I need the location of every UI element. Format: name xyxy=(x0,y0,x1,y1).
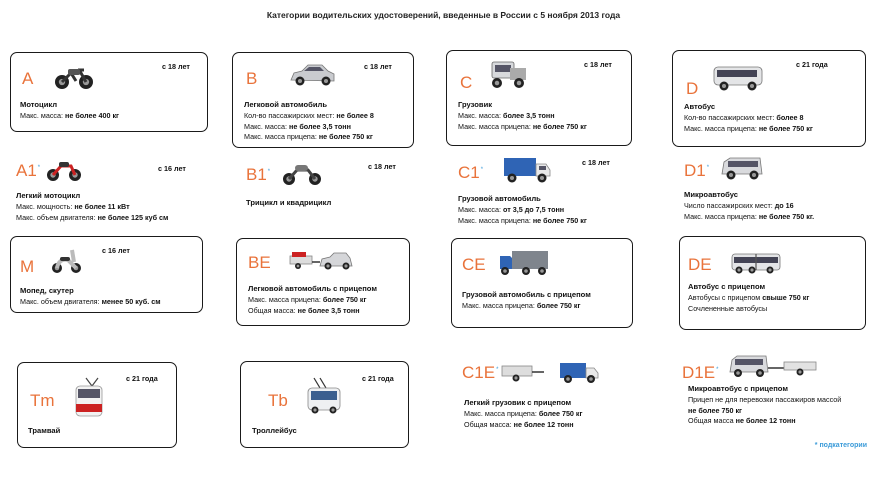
age-requirement: с 18 лет xyxy=(582,158,610,167)
requirement-value: менее 50 куб. см xyxy=(101,297,161,306)
requirement-line xyxy=(684,212,814,221)
requirement-label: Число пассажирских мест: xyxy=(684,201,775,210)
car-trailer-icon xyxy=(288,250,354,277)
requirement-value: более 750 кг xyxy=(322,295,367,304)
category-code: D xyxy=(686,79,699,98)
requirement-label: Макс. масса прицепа: xyxy=(458,215,533,225)
requirement-value: более 750 кг xyxy=(536,301,581,310)
requirement-value: более 3,5 тонн xyxy=(503,111,555,120)
vehicle-name: Легковой автомобиль с прицепом xyxy=(248,284,377,293)
category-code: CE xyxy=(462,255,486,274)
age-requirement: с 18 лет xyxy=(364,62,392,71)
age-requirement: с 21 года xyxy=(126,374,158,383)
vehicle-name: Грузовой автомобиль xyxy=(458,194,541,203)
requirement-line xyxy=(458,205,564,214)
requirement-line xyxy=(458,122,587,131)
subcategory-mark: * xyxy=(267,169,271,175)
category-letter xyxy=(248,254,271,271)
vehicle-name: Микроавтобус с прицепом xyxy=(688,384,788,393)
category-letter xyxy=(682,364,718,381)
requirement-line xyxy=(458,111,555,120)
requirement-line xyxy=(688,406,742,415)
subcategory-mark: * xyxy=(37,165,41,171)
requirement-line xyxy=(20,111,119,120)
requirement-line xyxy=(688,395,841,404)
requirement-label: Макс. масса прицепа: xyxy=(248,295,323,304)
subcategory-mark: * xyxy=(716,367,719,373)
requirement-line xyxy=(688,416,796,425)
requirement-value: не более 12 тонн xyxy=(513,419,574,429)
requirement-value: не более 750 кг xyxy=(318,132,373,141)
requirement-value: не более 750 кг xyxy=(688,405,743,415)
footnote xyxy=(815,442,867,449)
subcategory-mark: * xyxy=(496,367,499,373)
requirement-label: Макс. масса прицепа: xyxy=(684,211,759,221)
requirement-line xyxy=(244,132,373,141)
requirement-line xyxy=(244,111,374,120)
light-truck-trailer-icon xyxy=(500,360,600,391)
category-letter xyxy=(460,74,472,91)
requirement-label: Макс. масса прицепа: xyxy=(458,121,533,131)
requirement-value: не более 11 кВт xyxy=(74,202,130,211)
requirement-line xyxy=(688,293,809,302)
category-letter xyxy=(462,364,498,381)
category-letter xyxy=(246,166,270,183)
category-code: C1 xyxy=(458,163,480,182)
age-requirement: с 16 лет xyxy=(102,246,130,255)
requirement-label: Макс. объем двигателя: xyxy=(16,212,98,222)
requirement-line xyxy=(464,409,583,418)
requirement-value: не более 750 кг xyxy=(532,215,587,225)
category-code: M xyxy=(20,257,35,276)
age-requirement: с 18 лет xyxy=(162,62,190,71)
requirement-value: не более 750 кг xyxy=(758,123,813,133)
requirement-label: Общая масса xyxy=(688,416,736,425)
category-letter xyxy=(686,80,698,97)
minibus-trailer-icon xyxy=(728,354,828,385)
footnote-label: подкатегории xyxy=(819,442,867,449)
articulated-bus-icon xyxy=(730,250,782,281)
category-code: B xyxy=(246,69,258,88)
requirement-label: Макс. масса: xyxy=(20,111,65,120)
vehicle-name: Троллейбус xyxy=(252,426,297,435)
category-code: D1E xyxy=(682,363,716,382)
subcategory-mark: * xyxy=(706,165,710,171)
category-code: A1 xyxy=(16,161,37,180)
requirement-line xyxy=(684,124,813,133)
requirement-line xyxy=(248,295,367,304)
vehicle-name: Мопед, скутер xyxy=(20,286,74,295)
requirement-label: Макс. масса прицепа: xyxy=(244,132,319,141)
requirement-value: не более 3,5 тонн xyxy=(289,121,351,131)
category-code: Tb xyxy=(268,391,288,410)
category-code: B1 xyxy=(246,165,267,184)
category-code: C xyxy=(460,73,473,92)
vehicle-name: Автобус с прицепом xyxy=(688,282,766,291)
age-requirement: с 21 года xyxy=(796,60,828,69)
requirement-line xyxy=(458,216,587,225)
trike-icon xyxy=(282,162,322,191)
vehicle-name: Микроавтобус xyxy=(684,190,738,199)
category-letter xyxy=(246,70,257,87)
vehicle-name: Трицикл и квадрицикл xyxy=(246,198,332,207)
subcategory-mark: * xyxy=(814,442,818,449)
car-icon xyxy=(288,62,336,93)
category-code: Tm xyxy=(30,391,55,410)
requirement-line xyxy=(244,122,351,131)
bus-icon xyxy=(712,64,764,97)
truck-icon xyxy=(488,60,528,95)
requirement-value: не более 12 тонн xyxy=(735,416,796,425)
requirement-value: не более 400 кг xyxy=(65,111,120,120)
tram-icon xyxy=(72,376,106,425)
requirement-value: до 16 xyxy=(774,201,794,210)
vehicle-name: Легкий грузовик с прицепом xyxy=(464,398,572,407)
requirement-label: Кол-во пассажирских мест: xyxy=(244,111,337,120)
truck-trailer-icon xyxy=(498,248,550,283)
category-letter xyxy=(684,162,709,179)
age-requirement: с 21 года xyxy=(362,374,394,383)
requirement-value: от 3,5 до 7,5 тонн xyxy=(503,205,565,214)
category-letter xyxy=(268,392,288,409)
requirement-label: Макс. масса: xyxy=(244,121,289,131)
scooter-icon xyxy=(50,246,82,279)
requirement-value: не более 750 кг. xyxy=(758,211,815,221)
requirement-value: более 750 кг xyxy=(538,409,583,418)
category-letter xyxy=(458,164,483,181)
requirement-label: Общая масса: xyxy=(464,419,514,429)
subcategory-mark: * xyxy=(480,167,484,173)
requirement-line xyxy=(684,113,804,122)
category-letter xyxy=(462,256,486,273)
category-code: BE xyxy=(248,253,271,272)
requirement-line xyxy=(688,304,767,313)
requirement-line xyxy=(462,301,581,310)
requirement-value: не более 8 xyxy=(336,111,374,120)
requirement-value: свыше 750 кг xyxy=(762,293,810,302)
vehicle-name: Грузовой автомобиль с прицепом xyxy=(462,290,591,299)
requirement-label: Макс. масса: xyxy=(458,111,503,120)
light-motorcycle-icon xyxy=(46,158,82,187)
vehicle-name: Легкий мотоцикл xyxy=(16,191,81,200)
category-code: D1 xyxy=(684,161,706,180)
requirement-label: Макс. масса прицепа: xyxy=(464,409,539,418)
category-letter xyxy=(22,70,33,87)
requirement-line xyxy=(16,202,130,211)
requirement-label: Кол-во пассажирских мест: xyxy=(684,113,777,122)
vehicle-name: Мотоцикл xyxy=(20,100,58,109)
requirement-line xyxy=(248,306,360,315)
requirement-value: не более 750 кг xyxy=(532,121,587,131)
vehicle-name: Грузовик xyxy=(458,100,493,109)
minibus-icon xyxy=(720,156,764,187)
van-truck-icon xyxy=(502,156,552,191)
requirement-label: Макс. масса: xyxy=(458,205,503,214)
category-letter xyxy=(20,258,34,275)
vehicle-name: Трамвай xyxy=(28,426,61,435)
requirement-label: Макс. масса прицепа: xyxy=(684,123,759,133)
requirement-value: не более 3,5 тонн xyxy=(297,305,360,315)
category-code: C1E xyxy=(462,363,496,382)
category-letter xyxy=(16,162,40,179)
requirement-label: Макс. масса прицепа: xyxy=(462,301,537,310)
requirement-label: Макс. объем двигателя: xyxy=(20,297,102,306)
requirement-line xyxy=(20,297,161,306)
age-requirement: с 18 лет xyxy=(584,60,612,69)
requirement-line xyxy=(684,201,794,210)
age-requirement: с 18 лет xyxy=(368,162,396,171)
requirement-label: Автобусы с прицепом xyxy=(688,293,763,302)
requirement-line xyxy=(464,420,574,429)
category-letter xyxy=(30,392,55,409)
category-code: DE xyxy=(688,255,712,274)
requirement-label: Макс. мощность: xyxy=(16,202,75,211)
page-title: Категории водительских удостоверений, введенные в России с 5 ноября 2013 года xyxy=(266,10,621,20)
trolleybus-icon xyxy=(304,376,344,421)
requirement-value: более 8 xyxy=(776,113,804,122)
requirement-label: Сочлененные автобусы xyxy=(688,303,768,313)
vehicle-name: Автобус xyxy=(684,102,716,111)
requirement-line xyxy=(16,213,168,222)
vehicle-name: Легковой автомобиль xyxy=(244,100,327,109)
age-requirement: с 16 лет xyxy=(158,164,186,173)
requirement-label: Общая масса: xyxy=(248,305,298,315)
category-letter xyxy=(688,256,712,273)
category-code: A xyxy=(22,69,34,88)
motorcycle-icon xyxy=(54,64,94,95)
requirement-label: Прицеп не для перевозки пассажиров массой xyxy=(688,395,842,404)
requirement-value: не более 125 куб см xyxy=(97,212,169,222)
